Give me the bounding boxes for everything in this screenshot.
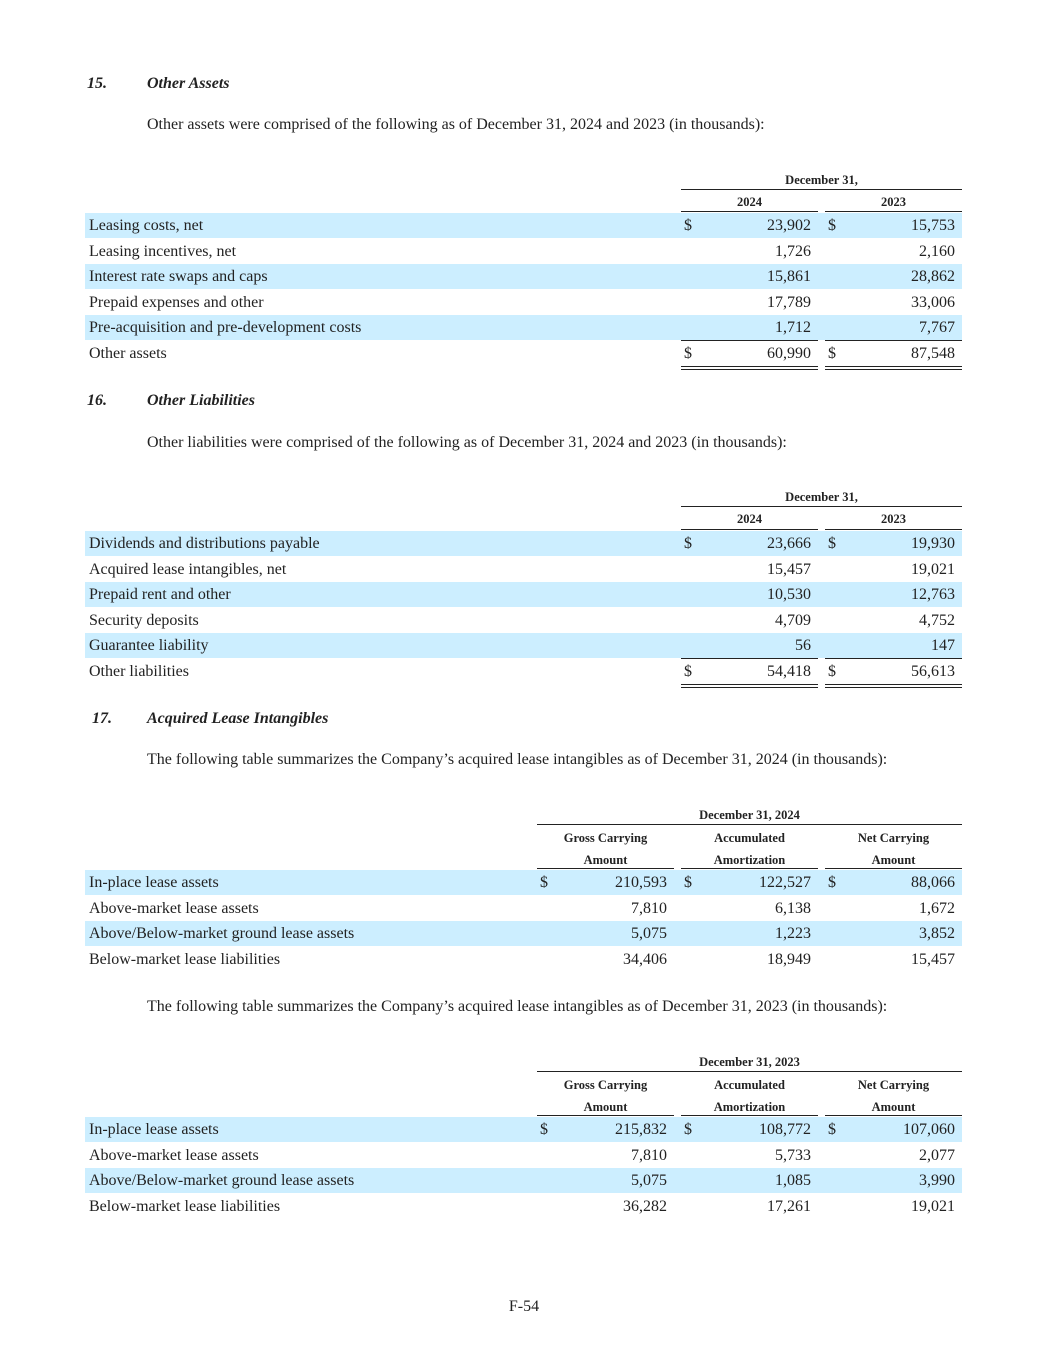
section-title: Other Assets bbox=[147, 75, 230, 92]
cell-value: 15,457 bbox=[911, 950, 955, 968]
currency-symbol: $ bbox=[684, 874, 692, 891]
table-row bbox=[85, 290, 962, 315]
table-group-header: December 31, 2024 bbox=[699, 808, 800, 822]
cell-value: 36,282 bbox=[623, 1197, 667, 1215]
row-label: Security deposits bbox=[89, 611, 199, 629]
table-row bbox=[85, 633, 962, 658]
section-intro: The following table summarizes the Company’s acquired lease intangibles as of December 31, 2023 (in thousands): bbox=[147, 998, 888, 1015]
cell-value: 19,021 bbox=[911, 560, 955, 578]
row-label: Pre-acquisition and pre-development costs bbox=[89, 319, 362, 337]
column-header: Accumulated bbox=[714, 1078, 785, 1092]
cell-value: 12,763 bbox=[911, 586, 955, 604]
column-header: Amount bbox=[583, 853, 628, 867]
header-rule bbox=[537, 824, 962, 825]
column-header-rule bbox=[681, 529, 818, 530]
cell-value: 3,990 bbox=[919, 1172, 955, 1190]
column-header-rule bbox=[537, 1115, 674, 1116]
table-row bbox=[85, 921, 962, 946]
row-label: Above/Below-market ground lease assets bbox=[89, 925, 355, 943]
row-label: Above/Below-market ground lease assets bbox=[89, 1172, 355, 1190]
cell-value: 17,789 bbox=[767, 293, 811, 311]
cell-value: 34,406 bbox=[623, 950, 667, 968]
column-header-rule bbox=[825, 529, 962, 530]
section-title: Other Liabilities bbox=[147, 392, 255, 409]
table-row bbox=[85, 608, 962, 633]
currency-symbol: $ bbox=[828, 663, 836, 680]
section-intro: Other liabilities were comprised of the following as of December 31, 2024 and 2023 (in thousands): bbox=[147, 434, 787, 451]
section-number: 15. bbox=[87, 75, 107, 92]
cell-value: 10,530 bbox=[767, 586, 811, 604]
cell-value: 5,075 bbox=[631, 1172, 667, 1190]
cell-value: 147 bbox=[931, 637, 955, 655]
header-rule bbox=[537, 1071, 962, 1072]
page-number: F-54 bbox=[508, 1298, 540, 1315]
column-header: Amount bbox=[871, 853, 916, 867]
currency-symbol: $ bbox=[540, 874, 548, 891]
column-header-rule bbox=[537, 868, 674, 869]
cell-value: 7,767 bbox=[919, 319, 955, 337]
currency-symbol: $ bbox=[828, 1121, 836, 1138]
row-label: In-place lease assets bbox=[89, 874, 219, 891]
column-header: Amount bbox=[583, 1100, 628, 1114]
section-title: Acquired Lease Intangibles bbox=[147, 710, 329, 727]
row-label: Other assets bbox=[89, 345, 167, 362]
row-label: Below-market lease liabilities bbox=[89, 1197, 281, 1215]
table-row bbox=[85, 531, 962, 556]
cell-value: 3,852 bbox=[919, 925, 955, 943]
table-group-header: December 31, bbox=[785, 173, 858, 187]
column-header: 2024 bbox=[737, 512, 762, 526]
cell-value: 23,666 bbox=[767, 535, 811, 552]
table-row bbox=[85, 947, 962, 972]
currency-symbol: $ bbox=[684, 1121, 692, 1138]
currency-symbol: $ bbox=[828, 217, 836, 234]
row-label: Interest rate swaps and caps bbox=[89, 268, 268, 286]
section-number: 17. bbox=[92, 710, 112, 727]
column-header-rule bbox=[825, 211, 962, 212]
currency-symbol: $ bbox=[540, 1121, 548, 1138]
column-header-rule bbox=[825, 1115, 962, 1116]
table-row bbox=[85, 582, 962, 607]
cell-value: 6,138 bbox=[775, 899, 811, 917]
cell-value: 1,223 bbox=[775, 925, 811, 943]
total-double-rule bbox=[681, 366, 818, 370]
cell-value: 210,593 bbox=[615, 874, 667, 891]
row-label: Other liabilities bbox=[89, 663, 189, 680]
column-header-rule bbox=[825, 868, 962, 869]
cell-value: 122,527 bbox=[759, 874, 811, 891]
column-header: 2023 bbox=[881, 512, 906, 526]
column-header: Net Carrying bbox=[857, 831, 930, 845]
cell-value: 54,418 bbox=[767, 663, 811, 680]
cell-value: 19,021 bbox=[911, 1197, 955, 1215]
cell-value: 15,753 bbox=[911, 217, 955, 234]
currency-symbol: $ bbox=[828, 874, 836, 891]
cell-value: 4,752 bbox=[919, 611, 955, 629]
currency-symbol: $ bbox=[828, 535, 836, 552]
table-row bbox=[85, 896, 962, 921]
cell-value: 17,261 bbox=[767, 1197, 811, 1215]
table-row bbox=[85, 341, 962, 366]
row-label: Below-market lease liabilities bbox=[89, 950, 281, 968]
cell-value: 56,613 bbox=[911, 663, 955, 680]
cell-value: 23,902 bbox=[767, 217, 811, 234]
cell-value: 215,832 bbox=[615, 1121, 667, 1138]
table-row bbox=[85, 315, 962, 340]
cell-value: 1,085 bbox=[775, 1172, 811, 1190]
table-row bbox=[85, 557, 962, 582]
row-label: Above-market lease assets bbox=[89, 1146, 259, 1164]
cell-value: 2,160 bbox=[919, 242, 955, 260]
cell-value: 15,861 bbox=[767, 268, 811, 286]
row-label: Above-market lease assets bbox=[89, 899, 259, 917]
currency-symbol: $ bbox=[684, 345, 692, 362]
header-rule bbox=[681, 506, 962, 507]
column-header-rule bbox=[681, 211, 818, 212]
table-row bbox=[85, 264, 962, 289]
row-label: Leasing incentives, net bbox=[89, 242, 237, 260]
column-header: Gross Carrying bbox=[563, 831, 648, 845]
column-header: 2023 bbox=[881, 195, 906, 209]
row-label: Prepaid expenses and other bbox=[89, 293, 264, 311]
currency-symbol: $ bbox=[828, 345, 836, 362]
row-label: Prepaid rent and other bbox=[89, 586, 231, 604]
cell-value: 5,733 bbox=[775, 1146, 811, 1164]
cell-value: 18,949 bbox=[767, 950, 811, 968]
total-double-rule bbox=[825, 366, 962, 370]
table-group-header: December 31, 2023 bbox=[699, 1055, 800, 1069]
column-header-rule bbox=[681, 1115, 818, 1116]
cell-value: 87,548 bbox=[911, 345, 955, 362]
table-row bbox=[85, 1194, 962, 1219]
currency-symbol: $ bbox=[684, 535, 692, 552]
cell-value: 7,810 bbox=[631, 1146, 667, 1164]
cell-value: 108,772 bbox=[759, 1121, 811, 1138]
table-row bbox=[85, 1168, 962, 1193]
column-header: Accumulated bbox=[714, 831, 785, 845]
total-double-rule bbox=[681, 684, 818, 688]
table-group-header: December 31, bbox=[785, 490, 858, 504]
cell-value: 7,810 bbox=[631, 899, 667, 917]
header-rule bbox=[681, 189, 962, 190]
column-header: Amortization bbox=[713, 853, 786, 867]
table-row bbox=[85, 870, 962, 895]
cell-value: 28,862 bbox=[911, 268, 955, 286]
table-row bbox=[85, 239, 962, 264]
column-header: 2024 bbox=[737, 195, 762, 209]
table-row bbox=[85, 213, 962, 238]
column-header: Amount bbox=[871, 1100, 916, 1114]
cell-value: 33,006 bbox=[911, 293, 955, 311]
row-label: In-place lease assets bbox=[89, 1121, 219, 1138]
section-intro: Other assets were comprised of the following as of December 31, 2024 and 2023 (in thousands): bbox=[147, 116, 765, 133]
section-number: 16. bbox=[87, 392, 107, 409]
cell-value: 88,066 bbox=[911, 874, 955, 891]
cell-value: 1,712 bbox=[775, 319, 811, 337]
cell-value: 60,990 bbox=[767, 345, 811, 362]
cell-value: 107,060 bbox=[903, 1121, 955, 1138]
cell-value: 19,930 bbox=[911, 535, 955, 552]
row-label: Dividends and distributions payable bbox=[89, 535, 320, 552]
currency-symbol: $ bbox=[684, 663, 692, 680]
cell-value: 56 bbox=[795, 637, 811, 655]
column-header: Amortization bbox=[713, 1100, 786, 1114]
cell-value: 2,077 bbox=[919, 1146, 955, 1164]
row-label: Acquired lease intangibles, net bbox=[89, 560, 287, 578]
row-label: Leasing costs, net bbox=[89, 217, 204, 234]
cell-value: 15,457 bbox=[767, 560, 811, 578]
total-double-rule bbox=[825, 684, 962, 688]
column-header: Net Carrying bbox=[857, 1078, 930, 1092]
currency-symbol: $ bbox=[684, 217, 692, 234]
table-row bbox=[85, 1143, 962, 1168]
cell-value: 5,075 bbox=[631, 925, 667, 943]
row-label: Guarantee liability bbox=[89, 637, 209, 655]
table-row bbox=[85, 659, 962, 684]
table-row bbox=[85, 1117, 962, 1142]
cell-value: 4,709 bbox=[775, 611, 811, 629]
cell-value: 1,726 bbox=[775, 242, 811, 260]
column-header-rule bbox=[681, 868, 818, 869]
section-intro: The following table summarizes the Company’s acquired lease intangibles as of December 31, 2024 (in thousands): bbox=[147, 751, 888, 768]
cell-value: 1,672 bbox=[919, 899, 955, 917]
column-header: Gross Carrying bbox=[563, 1078, 648, 1092]
